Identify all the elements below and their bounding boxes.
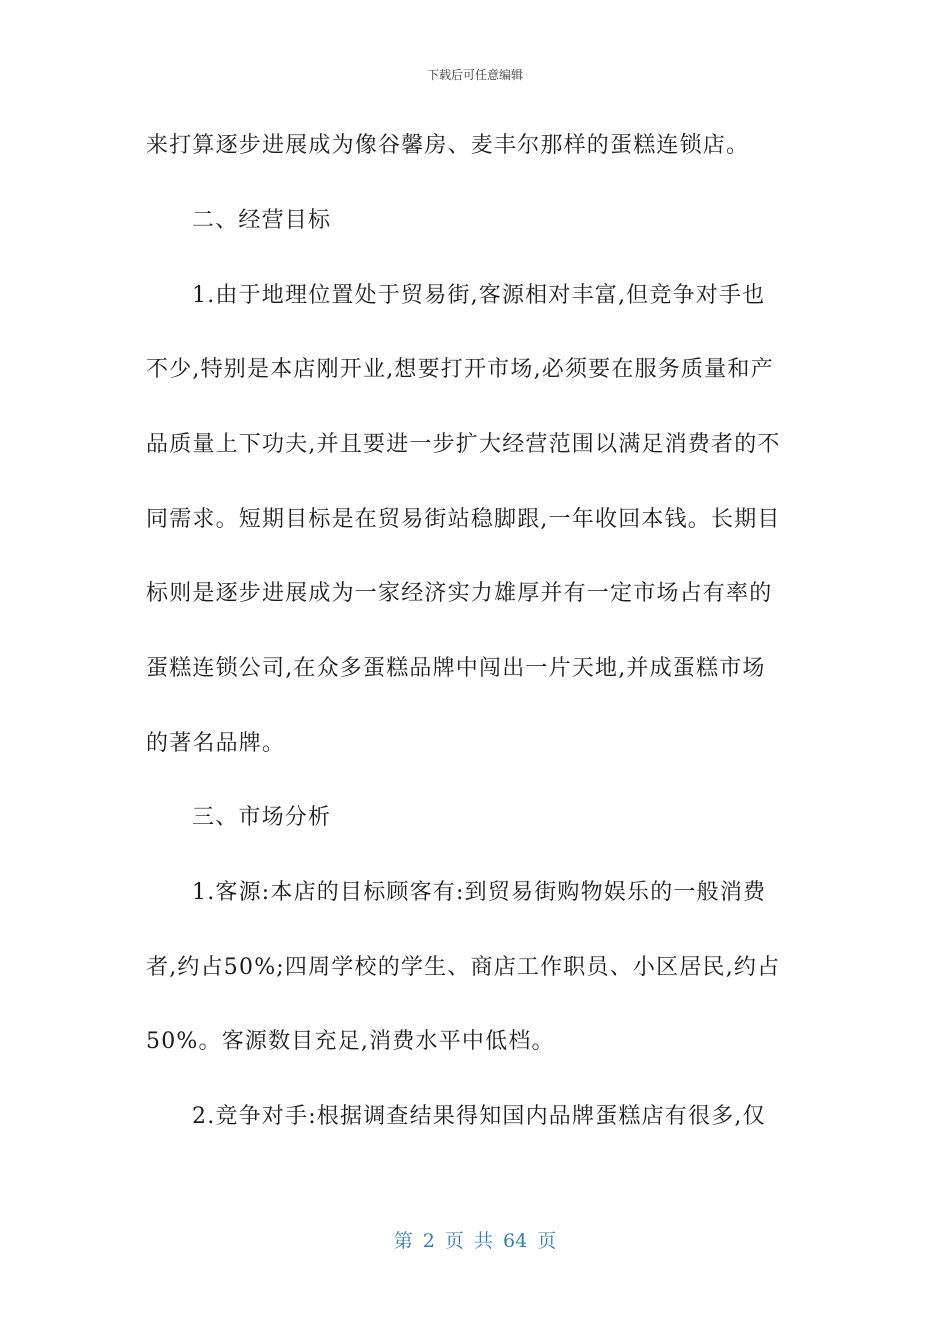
text-line: 同需求。短期目标是在贸易街站稳脚跟,一年收回本钱。长期目 [146, 507, 781, 532]
text-line: 蛋糕连锁公司,在众多蛋糕品牌中闯出一片天地,并成蛋糕市场 [146, 656, 766, 681]
text-line: 50%。客源数目充足,消费水平中低档。 [146, 1029, 555, 1054]
text-line: 1.由于地理位置处于贸易街,客源相对丰富,但竞争对手也 [192, 283, 766, 308]
page-number-footer: 第 2 页 共 64 页 [393, 1230, 557, 1252]
text-line: 1.客源:本店的目标顾客有:到贸易街购物娱乐的一般消费 [192, 880, 767, 905]
text-line: 的著名品牌。 [146, 731, 286, 756]
text-line: 来打算逐步进展成为像谷馨房、麦丰尔那样的蛋糕连锁店。 [146, 133, 750, 158]
text-line: 2.竞争对手:根据调查结果得知国内品牌蛋糕店有很多,仅 [192, 1104, 766, 1129]
text-line: 不少,特别是本店刚开业,想要打开市场,必须要在服务质量和产 [146, 357, 774, 382]
text-line: 品质量上下功夫,并且要进一步扩大经营范围以满足消费者的不 [146, 432, 781, 457]
page-header-note: 下载后可任意编辑 [426, 68, 523, 82]
section-heading: 三、市场分析 [192, 805, 332, 830]
text-line: 标则是逐步进展成为一家经济实力雄厚并有一定市场占有率的 [146, 581, 773, 606]
section-heading: 二、经营目标 [192, 208, 332, 233]
text-line: 者,约占50%;四周学校的学生、商店工作职员、小区居民,约占 [146, 955, 781, 980]
